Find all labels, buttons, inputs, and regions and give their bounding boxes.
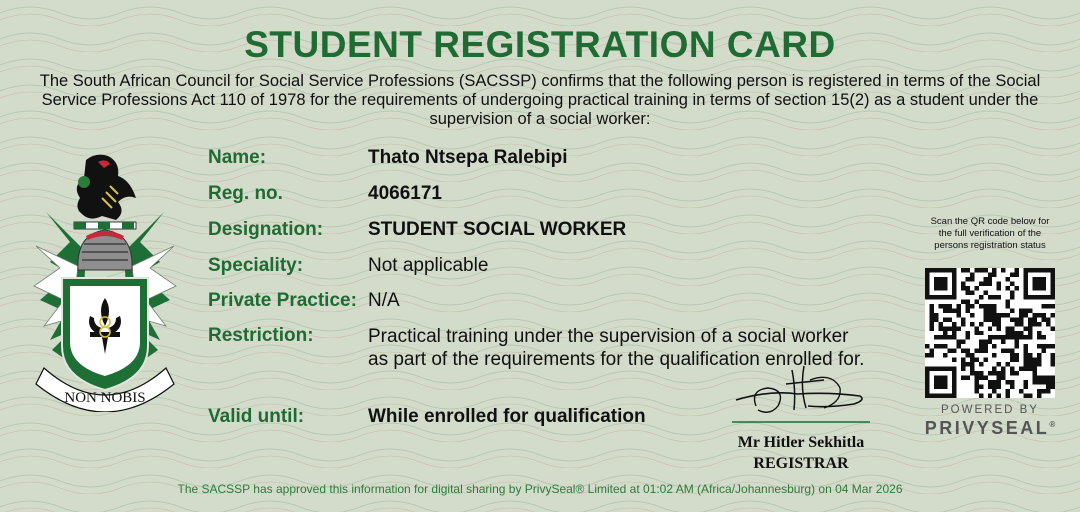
name-value: Thato Ntsepa Ralebipi: [368, 147, 568, 168]
registered-mark: ®: [1049, 420, 1056, 429]
intro-text: The South African Council for Social Service Professions (SACSSP) confirms that the following person is registered in terms of the Social Service Professions Act 110 of 1978 for the requirements of undergoing practical training in terms of section 15(2) as a student under the supervision of a social worker:: [39, 72, 1041, 128]
speciality-label: Speciality:: [208, 255, 304, 276]
designation-value: STUDENT SOCIAL WORKER: [368, 219, 627, 240]
qr-instruction-line-1: Scan the QR code below for: [930, 216, 1050, 227]
privyseal-wordmark: PRIVYSEAL: [924, 418, 1050, 438]
private-practice-label: Private Practice:: [208, 290, 357, 311]
footer-note: The SACSSP has approved this information for digital sharing by PrivySeal® Limited at 01:02 AM (Africa/Johannesburg) on 04 Mar 2026: [177, 482, 903, 496]
powered-by-label: POWERED BY: [941, 404, 1039, 416]
restriction-line-2: as part of the requirements for the qualification enrolled for.: [368, 349, 865, 370]
registrar-block: [726, 432, 876, 474]
coat-of-arms-logo: [26, 150, 184, 412]
registrar-name: Mr Hitler Sekhitla: [737, 434, 865, 451]
designation-label: Designation:: [208, 219, 324, 240]
valid-until-value: While enrolled for qualification: [368, 406, 646, 427]
restriction-label: Restriction:: [208, 325, 314, 346]
reg-no-value: 4066171: [368, 183, 442, 204]
registrar-signature: [728, 360, 874, 426]
privyseal-logo: [920, 418, 1060, 439]
qr-instruction: [920, 216, 1060, 252]
motto-text: NON NOBIS: [64, 390, 146, 406]
registrar-title: REGISTRAR: [753, 455, 849, 472]
name-label: Name:: [208, 147, 267, 168]
private-practice-value: N/A: [368, 290, 400, 311]
qr-instruction-line-3: persons registration status: [934, 240, 1046, 251]
reg-no-label: Reg. no.: [208, 183, 283, 204]
valid-until-label: Valid until:: [208, 406, 305, 427]
restriction-line-1: Practical training under the supervision of a social worker: [368, 326, 849, 347]
card-title: STUDENT REGISTRATION CARD: [244, 24, 836, 65]
speciality-value: Not applicable: [368, 255, 489, 276]
qr-instruction-line-2: the full verification of the: [938, 228, 1042, 239]
verification-qr-code[interactable]: [925, 268, 1055, 398]
